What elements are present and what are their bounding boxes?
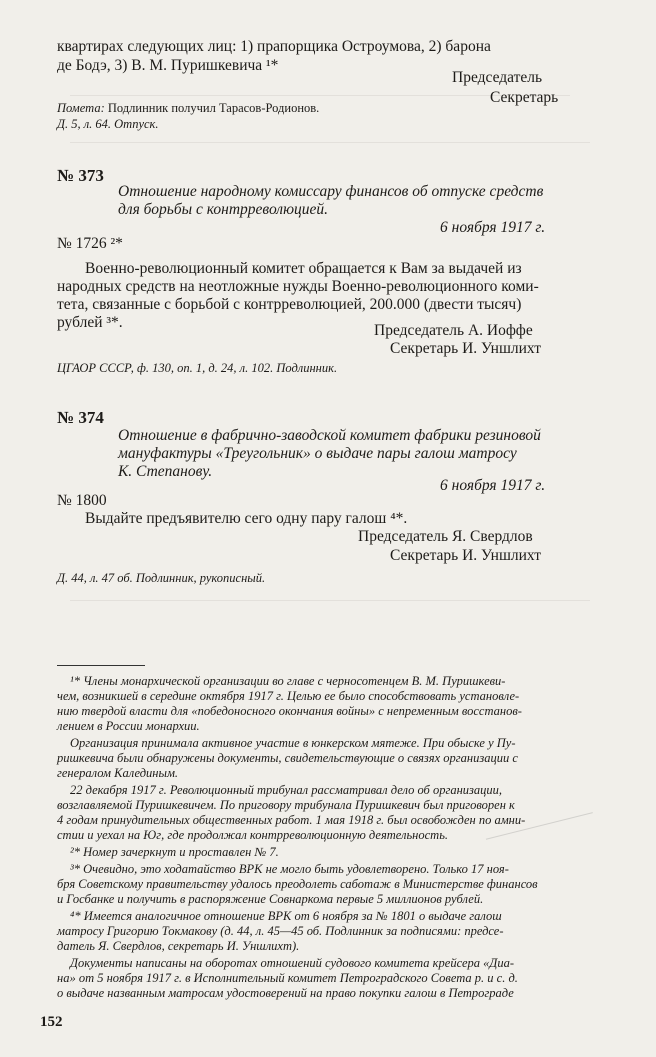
top-signature-secretary: Секретарь	[490, 89, 559, 106]
doc-373-body-line-3: тета, связанные с борьбой с контрреволюцией, 200.000 (двести тысяч)	[57, 296, 522, 313]
footnote-4-line-1: ⁴* Имеется аналогичное отношение ВРК от 6 ноября за № 1801 о выдаче галош	[70, 909, 502, 923]
footnote-1-line-6: ришкевича были обнаружены документы, свидетельствующие о связях организации с	[57, 751, 518, 765]
footnote-4-line-4: Документы написаны на оборотах отношений судового комитета крейсера «Диа-	[70, 956, 514, 970]
footnote-3-line-1: ³* Очевидно, это ходатайство ВРК не могло быть удовлетворено. Только 17 ноя-	[70, 862, 509, 876]
top-note-text: Подлинник получил Тарасов-Родионов.	[104, 101, 320, 115]
doc-373-reg-number: № 1726 ²*	[57, 235, 123, 252]
top-archive-ref: Д. 5, л. 64. Отпуск.	[57, 117, 159, 131]
doc-374-date: 6 ноября 1917 г.	[440, 477, 546, 494]
doc-374-archive-ref: Д. 44, л. 47 об. Подлинник, рукописный.	[57, 571, 266, 585]
footnote-1-line-7: генералом Калединым.	[57, 766, 179, 780]
doc-374-body-line-1: Выдайте предъявителю сего одну пару галош ⁴*.	[85, 510, 408, 527]
footnote-1-line-8: 22 декабря 1917 г. Революционный трибунал рассматривал дело об организации,	[70, 783, 503, 797]
doc-373-signature-chairman: Председатель А. Иоффе	[374, 322, 533, 339]
page-number: 152	[40, 1014, 63, 1030]
doc-374-signature-chairman: Председатель Я. Свердлов	[358, 528, 533, 545]
top-note-label: Помета:	[57, 101, 105, 115]
doc-373-number: № 373	[57, 166, 104, 185]
footnote-1-line-5: Организация принимала активное участие в юнкерском мятеже. При обыске у Пу-	[70, 736, 516, 750]
top-text-line-2: де Бодэ, 3) В. М. Пуришкевича ¹*	[57, 57, 279, 74]
doc-374-title-line-2: мануфактуры «Треугольник» о выдаче пары галош матросу	[118, 445, 517, 462]
footnote-3-line-3: и Госбанке и получить в распоряжение Совнаркома первые 5 миллионов рублей.	[57, 892, 484, 906]
footnote-1-line-10: 4 годам принудительных общественных работ. 1 мая 1918 г. был освобожден по амни-	[57, 813, 526, 827]
doc-373-archive-ref: ЦГАОР СССР, ф. 130, оп. 1, д. 24, л. 102. Подлинник.	[57, 361, 338, 375]
doc-374-title-line-1: Отношение в фабрично-заводской комитет фабрики резиновой	[118, 427, 541, 444]
doc-374-number: № 374	[57, 408, 104, 427]
footnote-2: ²* Номер зачеркнут и проставлен № 7.	[70, 845, 279, 859]
footnote-4-line-3: датель Я. Свердлов, секретарь И. Уншлихт).	[57, 939, 300, 953]
top-note	[57, 101, 319, 116]
doc-373-title-line-1: Отношение народному комиссару финансов об отпуске средств	[118, 183, 544, 200]
doc-373-body-line-1: Военно-революционный комитет обращается к Вам за выдачей из	[85, 260, 522, 277]
doc-373-date: 6 ноября 1917 г.	[440, 219, 546, 236]
footnote-separator	[57, 665, 145, 666]
footnote-1-line-1: ¹* Члены монархической организации во главе с черносотенцем В. М. Пуришкеви-	[70, 674, 506, 688]
doc-373-title-line-2: для борьбы с контрреволюцией.	[118, 201, 328, 218]
footnote-1-line-4: лением в России монархии.	[57, 719, 200, 733]
top-signature-chairman: Председатель	[452, 69, 543, 86]
doc-374-signature-secretary: Секретарь И. Уншлихт	[390, 547, 542, 564]
doc-374-title-line-3: К. Степанову.	[118, 463, 213, 480]
footnote-3-line-2: бря Советскому правительству удалось преодолеть саботаж в Министерстве финансов	[57, 877, 538, 891]
doc-373-signature-secretary: Секретарь И. Уншлихт	[390, 340, 542, 357]
footnote-4-line-2: матросу Григорию Токмакову (д. 44, л. 45—45 об. Подлинник за подписями: предсе-	[57, 924, 504, 938]
doc-374-reg-number: № 1800	[57, 492, 107, 509]
footnote-1-line-2: чем, возникшей в середине октября 1917 г. Целью ее было способствовать установле-	[57, 689, 520, 703]
footnote-4-line-5: на» от 5 ноября 1917 г. в Исполнительный комитет Петроградского Совета р. и с. д.	[57, 971, 518, 985]
doc-373-body-line-4: рублей ³*.	[57, 314, 123, 331]
footnote-1-line-11: стии и уехал на Юг, где продолжал контрреволюционную деятельность.	[57, 828, 449, 842]
footnote-1-line-3: нию твердой власти для «победоносного окончания войны» с непременным восстанов-	[57, 704, 522, 718]
footnote-4-line-6: о выдаче названным матросам удостоверений на право покупки галош в Петрограде	[57, 986, 514, 1000]
footnote-1-line-9: возглавляемой Пуришкевичем. По приговору трибунала Пуришкевич был приговорен к	[57, 798, 515, 812]
top-text-line-1: квартирах следующих лиц: 1) прапорщика Остроумова, 2) барона	[57, 38, 491, 55]
doc-373-body-line-2: народных средств на неотложные нужды Военно-революционного коми-	[57, 278, 539, 295]
